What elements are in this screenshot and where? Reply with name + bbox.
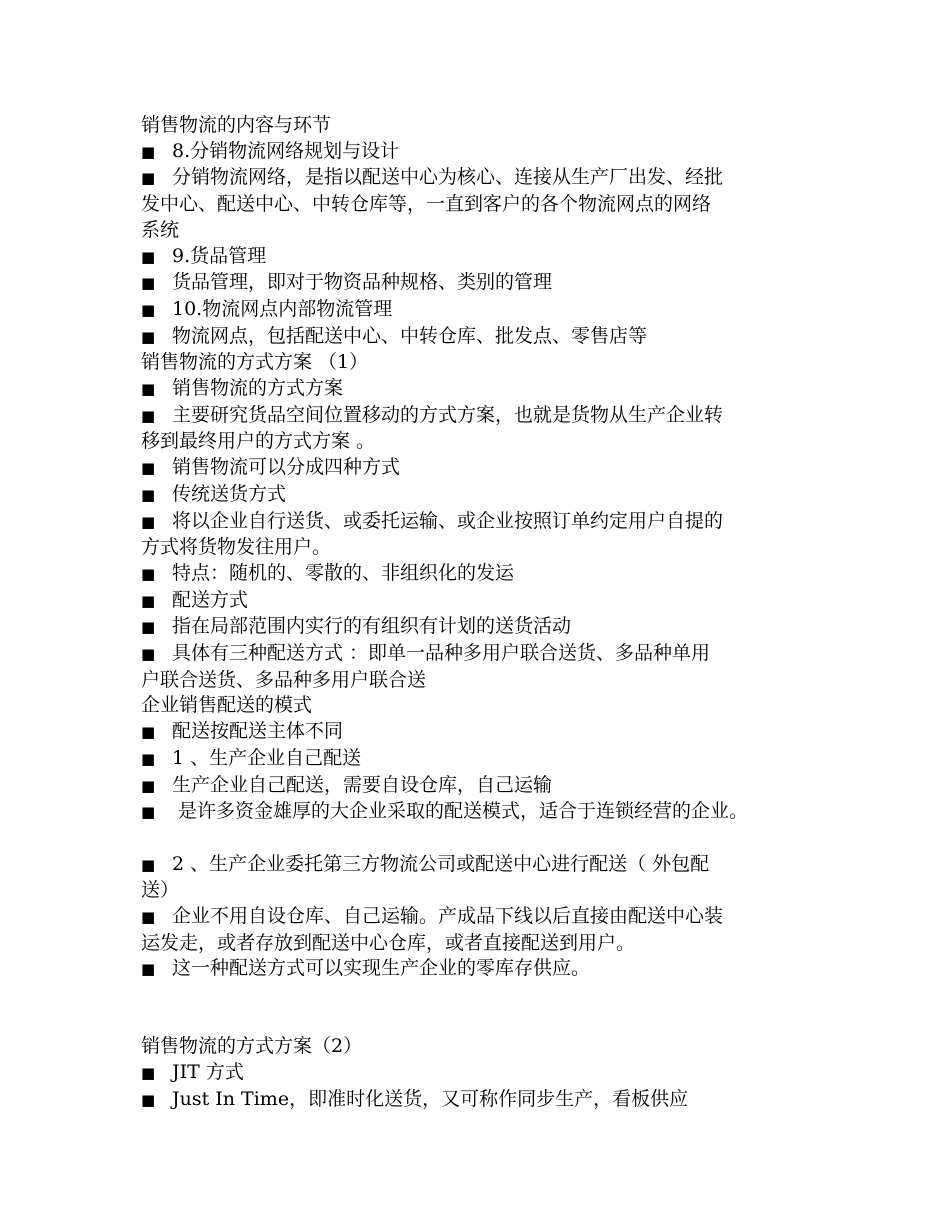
square-bullet-icon: ■: [141, 749, 156, 768]
bullet-item: [141, 297, 841, 324]
continuation-line: [141, 429, 841, 455]
continuation-line: [141, 668, 841, 694]
continuation-line: [141, 218, 841, 244]
square-bullet-icon: ■: [141, 564, 156, 583]
line-text: 是许多资金雄厚的大企业采取的配送模式，适合于连锁经营的企业。: [172, 800, 749, 823]
line-text: 销售物流的方式方案 （1）: [141, 351, 369, 374]
bullet-item: [141, 1087, 841, 1114]
square-bullet-icon: ■: [141, 300, 156, 319]
line-text: 企业销售配送的模式: [141, 694, 313, 717]
square-bullet-icon: ■: [141, 142, 156, 161]
square-bullet-icon: ■: [141, 380, 156, 399]
square-bullet-icon: ■: [141, 855, 156, 874]
line-text: 传统送货方式: [172, 482, 287, 505]
line-text: 移到最终用户的方式方案 。: [141, 430, 376, 453]
section-heading: [141, 1034, 841, 1060]
continuation-line: [141, 192, 841, 218]
square-bullet-icon: ■: [141, 618, 156, 637]
bullet-item: [141, 403, 841, 430]
bullet-item: [141, 509, 841, 536]
bullet-item: [141, 956, 841, 983]
square-bullet-icon: ■: [141, 776, 156, 795]
line-text: 销售物流的方式方案: [172, 377, 344, 400]
line-text: 主要研究货品空间位置移动的方式方案，也就是货物从生产企业转: [172, 403, 724, 426]
bullet-item: [141, 1060, 841, 1087]
line-text: 配送方式: [172, 588, 249, 611]
square-bullet-icon: ■: [141, 459, 156, 478]
line-text: 具体有三种配送方式 ：即单一品种多用户联合送货、多品种单用: [172, 642, 711, 665]
line-text: 8.分销物流网络规划与设计: [172, 139, 400, 162]
blank-line: [141, 983, 841, 1034]
document-body: [141, 113, 841, 1113]
square-bullet-icon: ■: [141, 247, 156, 266]
square-bullet-icon: ■: [141, 645, 156, 664]
square-bullet-icon: ■: [141, 485, 156, 504]
line-text: JIT 方式: [172, 1060, 244, 1083]
line-text: 方式将货物发往用户。: [141, 536, 332, 559]
bullet-item: [141, 588, 841, 615]
line-text: 将以企业自行送货、或委托运输、或企业按照订单约定用户自提的: [172, 509, 724, 532]
square-bullet-icon: ■: [141, 1063, 156, 1082]
square-bullet-icon: ■: [141, 960, 156, 979]
bullet-item: [141, 773, 841, 800]
bullet-item: [141, 455, 841, 482]
bullet-item: [141, 561, 841, 588]
line-text: 1 、生产企业自己配送: [172, 746, 362, 769]
square-bullet-icon: ■: [141, 327, 156, 346]
bullet-item: [141, 139, 841, 166]
square-bullet-icon: ■: [141, 169, 156, 188]
line-text: 销售物流的内容与环节: [141, 114, 332, 136]
line-text: 10.物流网点内部物流管理: [172, 297, 393, 320]
bullet-item: [141, 746, 841, 773]
bullet-item: [141, 324, 841, 351]
square-bullet-icon: ■: [141, 274, 156, 293]
bullet-item: [141, 852, 841, 879]
square-bullet-icon: ■: [141, 1090, 156, 1109]
square-bullet-icon: ■: [141, 512, 156, 531]
line-text: 系统: [141, 218, 180, 241]
bullet-item: [141, 904, 841, 931]
line-text: 生产企业自己配送，需要自设仓库，自己运输: [172, 773, 553, 796]
line-text: 销售物流的方式方案（2）: [141, 1035, 363, 1058]
blank-line: [141, 826, 841, 852]
continuation-line: [141, 931, 841, 957]
line-text: 运发走，或者存放到配送中心仓库，或者直接配送到用户。: [141, 931, 636, 954]
line-text: 货品管理，即对于物资品种规格、类别的管理: [172, 271, 553, 294]
bullet-item: [141, 614, 841, 641]
line-text: 2 、生产企业委托第三方物流公司或配送中心进行配送（ 外包配: [172, 852, 710, 875]
line-text: 9.货品管理: [172, 244, 267, 267]
continuation-line: [141, 878, 841, 904]
line-text: 这一种配送方式可以实现生产企业的零库存供应。: [172, 957, 591, 980]
bullet-item: [141, 244, 841, 271]
line-text: 销售物流可以分成四种方式: [172, 456, 401, 479]
line-text: 指在局部范围内实行的有组织有计划的送货活动: [172, 615, 572, 638]
line-text: 企业不用自设仓库、自己运输。产成品下线以后直接由配送中心装: [172, 905, 724, 928]
bullet-item: [141, 376, 841, 403]
square-bullet-icon: ■: [141, 803, 156, 822]
line-text: 户联合送货、多品种多用户联合送: [141, 668, 427, 691]
bullet-item: [141, 641, 841, 668]
bullet-item: [141, 719, 841, 746]
bullet-item: [141, 270, 841, 297]
section-heading: [141, 113, 841, 139]
bullet-item: [141, 482, 841, 509]
line-text: 特点：随机的、零散的、非组织化的发运: [172, 561, 515, 584]
line-text: 物流网点，包括配送中心、中转仓库、批发点、零售店等: [172, 324, 648, 347]
line-text: Just In Time，即准时化送货，又可称作同步生产，看板供应: [172, 1087, 689, 1110]
square-bullet-icon: ■: [141, 723, 156, 742]
square-bullet-icon: ■: [141, 406, 156, 425]
line-text: 配送按配送主体不同: [172, 720, 344, 743]
bullet-item: [141, 799, 841, 826]
line-text: 送）: [141, 879, 180, 902]
section-heading: [141, 350, 841, 376]
square-bullet-icon: ■: [141, 908, 156, 927]
line-text: 发中心、配送中心、中转仓库等，一直到客户的各个物流网点的网络: [141, 193, 712, 216]
square-bullet-icon: ■: [141, 591, 156, 610]
line-text: 分销物流网络，是指以配送中心为核心、连接从生产厂出发、经批: [172, 166, 724, 189]
bullet-item: [141, 165, 841, 192]
continuation-line: [141, 535, 841, 561]
section-heading: [141, 693, 841, 719]
